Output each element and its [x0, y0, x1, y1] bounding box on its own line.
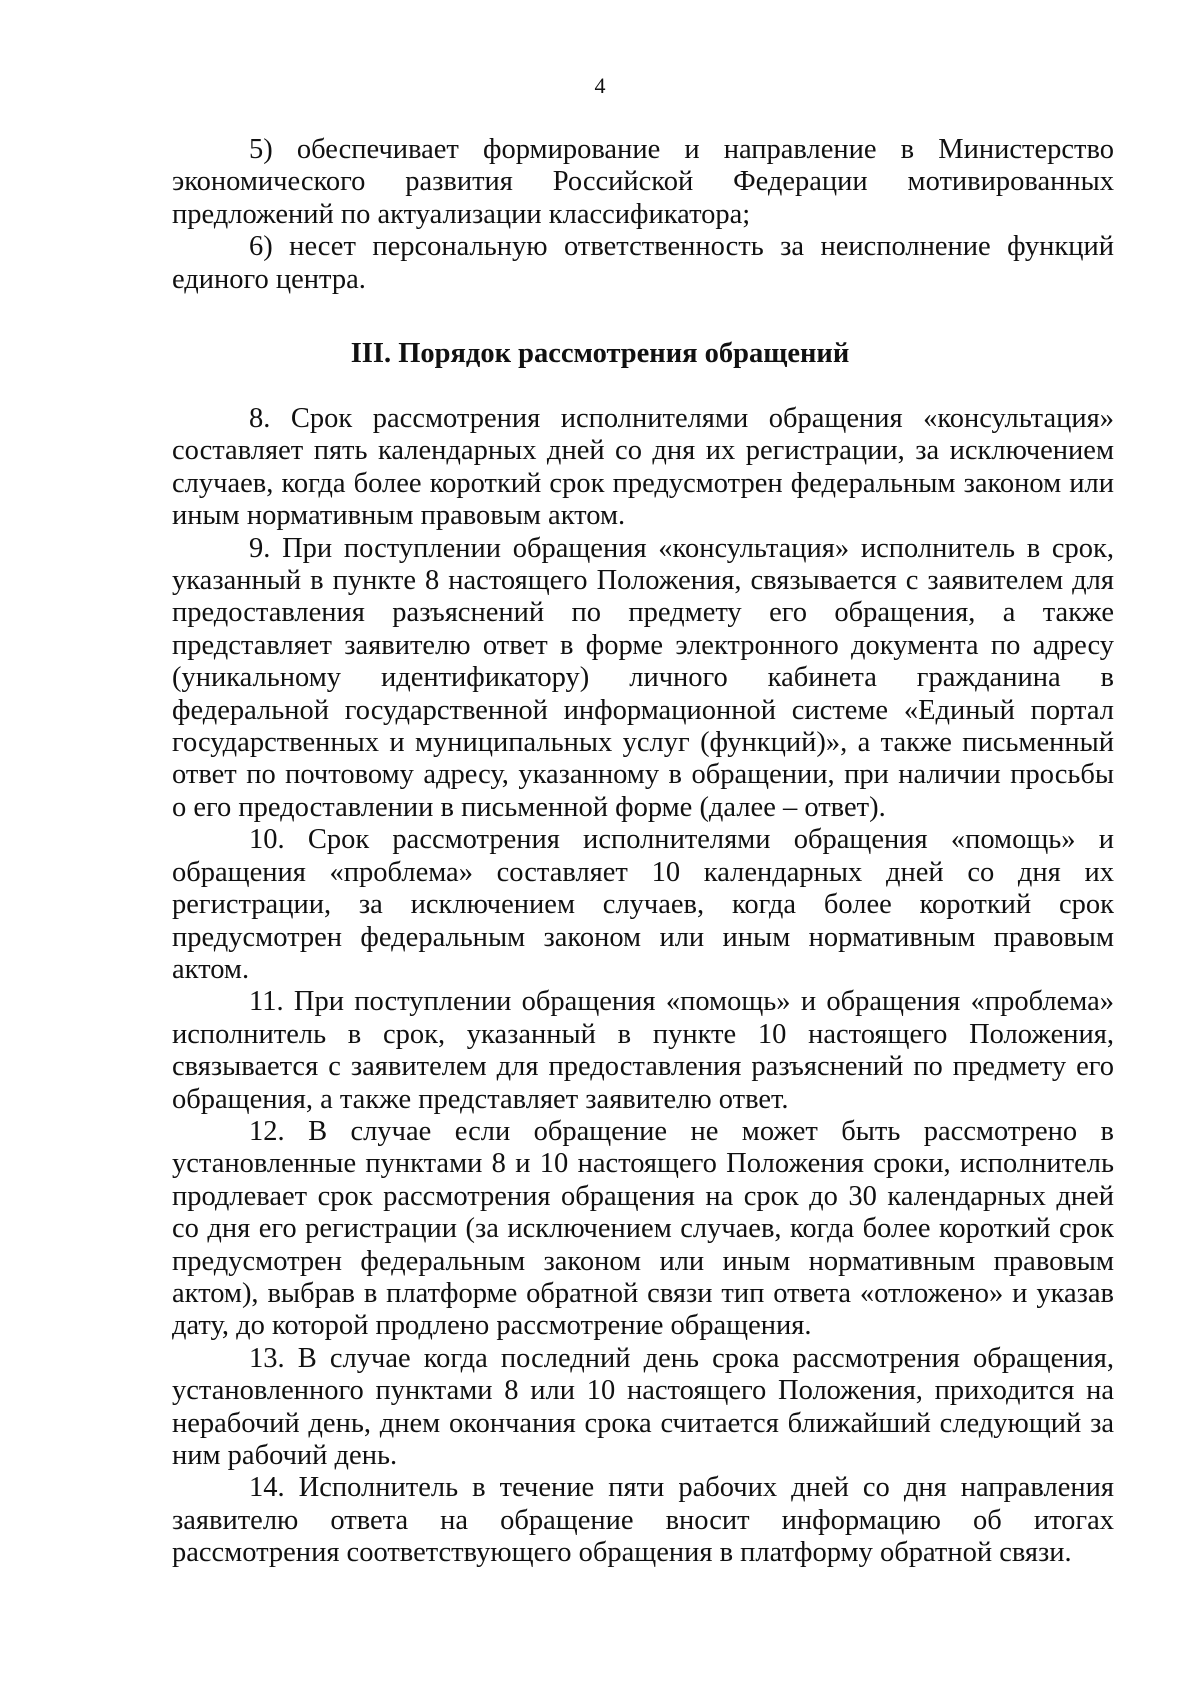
paragraph-11: 11. При поступлении обращения «помощь» и обращения «проблема» исполнитель в срок, указанный в пункте 10 настоящего Положения, связывается с заявителем для предоставления разъяснений по предмету его обращения, а также представляет заявителю ответ.	[172, 986, 1114, 1115]
main-section	[172, 403, 1114, 1570]
paragraph-12: 12. В случае если обращение не может быть рассмотрено в установленные пунктами 8 и 10 настоящего Положения сроки, исполнитель продлевает срок рассмотрения обращения на срок до 30 календарных дней со дня его регистрации (за исключением случаев, когда более короткий срок предусмотрен федеральным законом или иным нормативным правовым актом), выбрав в платформе обратной связи тип ответа «отложено» и указав дату, до которой продлено рассмотрение обращения.	[172, 1115, 1114, 1342]
paragraph-10: 10. Срок рассмотрения исполнителями обращения «помощь» и обращения «проблема» составляет 10 календарных дней со дня их регистрации, за исключением случаев, когда более короткий срок предусмотрен федеральным законом или иным нормативным правовым актом.	[172, 824, 1114, 985]
page-number: 4	[594, 73, 606, 98]
paragraph-13: 13. В случае когда последний день срока рассмотрения обращения, установленного пунктами 8 или 10 настоящего Положения, приходится на нерабочий день, днем окончания срока считается ближайший следующий за ним рабочий день.	[172, 1342, 1114, 1471]
paragraph-item-5: 5) обеспечивает формирование и направление в Министерство экономического развития Российской Федерации мотивированных предложений по актуализации классификатора;	[172, 134, 1114, 230]
paragraph-8: 8. Срок рассмотрения исполнителями обращения «консультация» составляет пять календарных дней со дня их регистрации, за исключением случаев, когда более короткий срок предусмотрен федеральным законом или иным нормативным правовым актом.	[172, 403, 1114, 532]
section-heading: III. Порядок рассмотрения обращений	[350, 338, 850, 369]
paragraph-14: 14. Исполнитель в течение пяти рабочих дней со дня направления заявителю ответа на обращение вносит информацию об итогах рассмотрения соответствующего обращения в платформу обратной связи.	[172, 1472, 1114, 1569]
paragraph-item-6: 6) несет персональную ответственность за неисполнение функций единого центра.	[172, 231, 1114, 295]
top-section	[172, 134, 1114, 296]
paragraph-9: 9. При поступлении обращения «консультация» исполнитель в срок, указанный в пункте 8 настоящего Положения, связывается с заявителем для предоставления разъяснений по предмету его обращения, а также представляет заявителю ответ в форме электронного документа по адресу (уникальному идентификатору) личного кабинета гражданина в федеральной государственной информационной системе «Единый портал государственных и муниципальных услуг (функций)», а также письменный ответ по почтовому адресу, указанному в обращении, при наличии просьбы о его предоставлении в письменной форме (далее – ответ).	[172, 532, 1114, 823]
